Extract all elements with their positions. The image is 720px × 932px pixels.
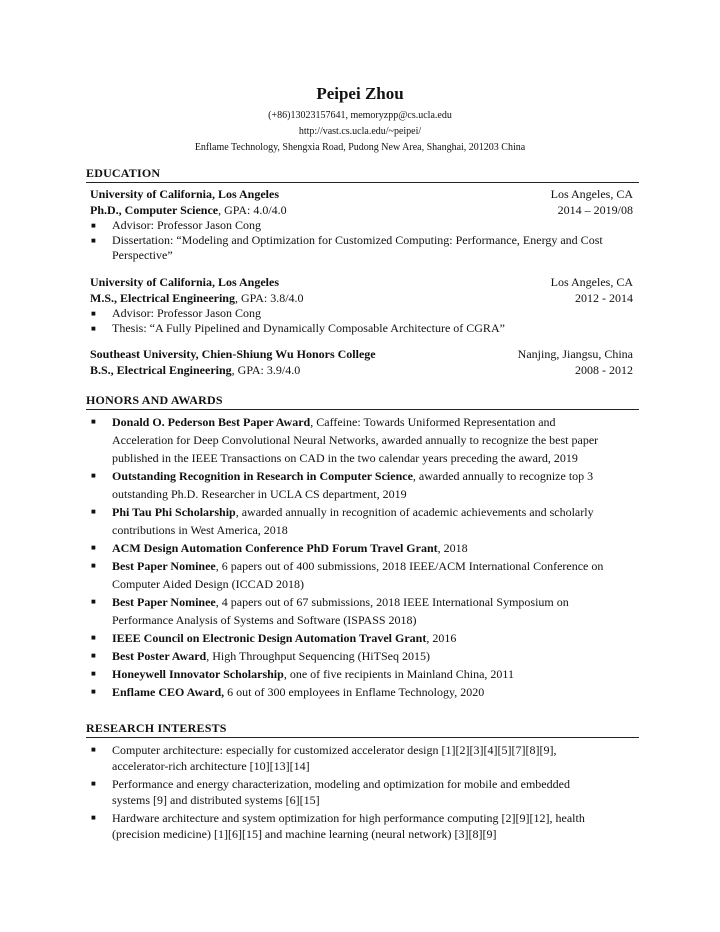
degree-name: M.S., Electrical Engineering (90, 291, 235, 305)
list-item: ■ Donald O. Pederson Best Paper Award, Caffeine: Towards Uniformed Representation and Acceleration for Deep Convolutional Neural Networks, awarded annually to recognize the best paper published in the IEEE Transactions on CAD in the two calendar years preceding the award, 2019 (91, 415, 599, 465)
section-divider (86, 409, 639, 410)
list-item: ■ Thesis: “A Fully Pipelined and Dynamically Composable Architecture of CGRA” (91, 321, 505, 335)
degree-dates: 2014 – 2019/08 (557, 203, 633, 217)
research-heading: RESEARCH INTERESTS (86, 721, 227, 735)
school-location: Los Angeles, CA (550, 275, 633, 289)
list-item: ■ Hardware architecture and system optimization for high performance computing [2][9][12], health (precision medicine) [1][6][15] and machine learning (neural network) [3][8][9] (91, 811, 585, 841)
degree-gpa: , GPA: 3.9/4.0 (231, 363, 301, 377)
bullet-icon: ■ (91, 309, 96, 318)
bullet-icon: ■ (91, 687, 96, 696)
degree-name: Ph.D., Computer Science (90, 203, 219, 217)
list-item: ■ Best Poster Award, High Throughput Sequencing (HiTSeq 2015) (91, 649, 430, 663)
phone-email: (+86)13023157641, memoryzpp@cs.ucla.edu (268, 110, 452, 121)
degree-gpa: , GPA: 3.8/4.0 (234, 291, 304, 305)
school-location: Nanjing, Jiangsu, China (517, 347, 633, 361)
education-entry-phd (90, 186, 633, 263)
bullet-icon: ■ (91, 471, 96, 480)
bullet-icon: ■ (91, 813, 96, 822)
list-item: ■ Dissertation: “Modeling and Optimization for Customized Computing: Performance, Energy and Cost Perspective” (91, 233, 603, 262)
bullet-icon: ■ (91, 324, 96, 333)
list-item: ■ Computer architecture: especially for customized accelerator design [1][2][3][4][5][7][8][9], accelerator-rich architecture [10][13][14] (91, 743, 557, 773)
degree-name: B.S., Electrical Engineering (90, 363, 232, 377)
list-item: ■ Enflame CEO Award, 6 out of 300 employees in Enflame Technology, 2020 (91, 685, 485, 699)
list-item: ■ Performance and energy characterization, modeling and optimization for mobile and embedded systems [9] and distributed systems [6][15] (91, 777, 570, 807)
research-list (90, 742, 610, 844)
section-divider (86, 737, 639, 738)
school-name: Southeast University, Chien-Shiung Wu Honors College (90, 347, 376, 361)
education-entry-bs (90, 346, 633, 378)
bullet-icon: ■ (91, 417, 96, 426)
bullet-icon: ■ (91, 507, 96, 516)
list-item: ■ ACM Design Automation Conference PhD Forum Travel Grant, 2018 (91, 541, 468, 555)
bullet-icon: ■ (91, 779, 96, 788)
list-item: ■ Outstanding Recognition in Research in Computer Science, awarded annually to recognize top 3 outstanding Ph.D. Researcher in UCLA CS department, 2019 (91, 469, 594, 501)
list-item: ■ Advisor: Professor Jason Cong (91, 218, 261, 232)
bullet-icon: ■ (91, 236, 96, 245)
candidate-name: Peipei Zhou (316, 84, 404, 103)
honors-list (90, 413, 610, 701)
list-item: ■ Best Paper Nominee, 6 papers out of 400 submissions, 2018 IEEE/ACM International Conference on Computer Aided Design (ICCAD 2018) (91, 559, 604, 591)
school-name: University of California, Los Angeles (90, 275, 279, 289)
degree-gpa: , GPA: 4.0/4.0 (218, 203, 287, 217)
section-divider (86, 182, 639, 183)
education-heading: EDUCATION (86, 166, 161, 180)
list-item: ■ Phi Tau Phi Scholarship, awarded annually in recognition of academic achievements and scholarly contributions in West America, 2018 (91, 505, 594, 537)
bullet-icon: ■ (91, 669, 96, 678)
bullet-icon: ■ (91, 745, 96, 754)
bullet-icon: ■ (91, 221, 96, 230)
education-entry-ms (90, 274, 633, 336)
school-name: University of California, Los Angeles (90, 187, 279, 201)
bullet-icon: ■ (91, 651, 96, 660)
school-location: Los Angeles, CA (550, 187, 633, 201)
bullet-icon: ■ (91, 633, 96, 642)
bullet-icon: ■ (91, 543, 96, 552)
list-item: ■ Best Paper Nominee, 4 papers out of 67 submissions, 2018 IEEE International Symposium on Performance Analysis of Systems and Software (ISPASS 2018) (91, 595, 569, 627)
address: Enflame Technology, Shengxia Road, Pudong New Area, Shanghai, 201203 China (194, 142, 526, 153)
resume-header (0, 84, 720, 156)
list-item: ■ IEEE Council on Electronic Design Automation Travel Grant, 2016 (91, 631, 457, 645)
list-item: ■ Advisor: Professor Jason Cong (91, 306, 261, 320)
list-item: ■ Honeywell Innovator Scholarship, one of five recipients in Mainland China, 2011 (91, 667, 514, 681)
degree-dates: 2012 - 2014 (575, 291, 633, 305)
degree-dates: 2008 - 2012 (575, 363, 633, 377)
website-link[interactable]: http://vast.cs.ucla.edu/~peipei/ (298, 126, 422, 137)
bullet-icon: ■ (91, 561, 96, 570)
bullet-icon: ■ (91, 597, 96, 606)
honors-heading: HONORS AND AWARDS (86, 393, 223, 407)
